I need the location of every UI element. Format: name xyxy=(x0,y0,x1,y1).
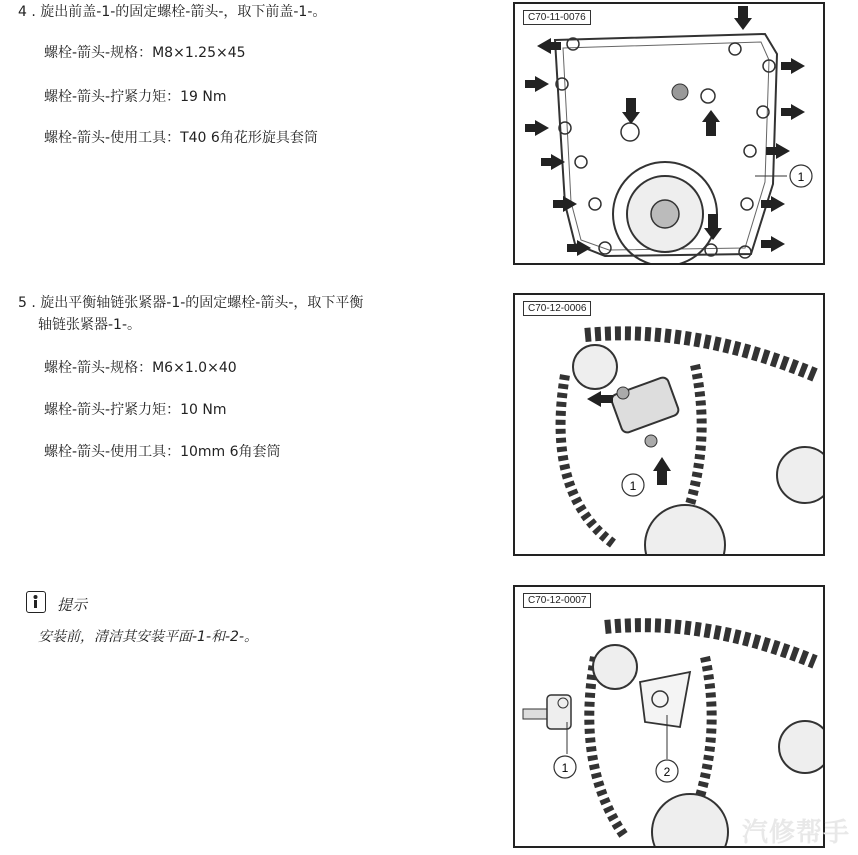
step-text-line1: 旋出平衡轴链张紧器-1-的固定螺栓-箭头-，取下平衡 xyxy=(40,295,364,311)
figure-mounting-surfaces xyxy=(513,585,825,848)
step-5 xyxy=(18,293,363,314)
step-5-line2: 轴链张紧器-1-。 xyxy=(38,317,142,333)
bolt-torque: 螺栓-箭头-拧紧力矩：10 Nm xyxy=(44,402,227,418)
bolt-spec: 螺栓-箭头-规格：M8×1.25×45 xyxy=(44,45,246,61)
hint-label: 提示 xyxy=(57,596,88,614)
step-number: 4 . xyxy=(18,4,36,20)
callout-2: 2 xyxy=(663,765,671,779)
step-4 xyxy=(18,2,326,23)
front-cover-illustration xyxy=(515,4,823,263)
callout-1: 1 xyxy=(561,761,569,775)
mounting-surfaces-illustration xyxy=(515,587,823,846)
bolt-torque: 螺栓-箭头-拧紧力矩：19 Nm xyxy=(44,89,227,105)
bolt-tool: 螺栓-箭头-使用工具：T40 6角花形旋具套筒 xyxy=(44,130,318,146)
hint-text: 安装前，清洁其安装平面-1-和-2-。 xyxy=(38,629,259,645)
tensioner-illustration xyxy=(515,295,823,554)
info-icon xyxy=(26,591,46,613)
figure-code: C70-12-0006 xyxy=(523,301,591,316)
step-text: 旋出前盖-1-的固定螺栓-箭头-，取下前盖-1-。 xyxy=(40,4,327,20)
step-number: 5 . xyxy=(18,295,36,311)
bolt-spec: 螺栓-箭头-规格：M6×1.0×40 xyxy=(44,360,237,376)
figure-code: C70-11-0076 xyxy=(523,10,591,25)
callout-1: 1 xyxy=(629,479,637,493)
watermark: 汽修帮手 xyxy=(741,818,850,848)
figure-tensioner xyxy=(513,293,825,556)
figure-code: C70-12-0007 xyxy=(523,593,591,608)
figure-front-cover xyxy=(513,2,825,265)
callout-1: 1 xyxy=(797,170,805,184)
bolt-tool: 螺栓-箭头-使用工具：10mm 6角套筒 xyxy=(44,444,281,460)
